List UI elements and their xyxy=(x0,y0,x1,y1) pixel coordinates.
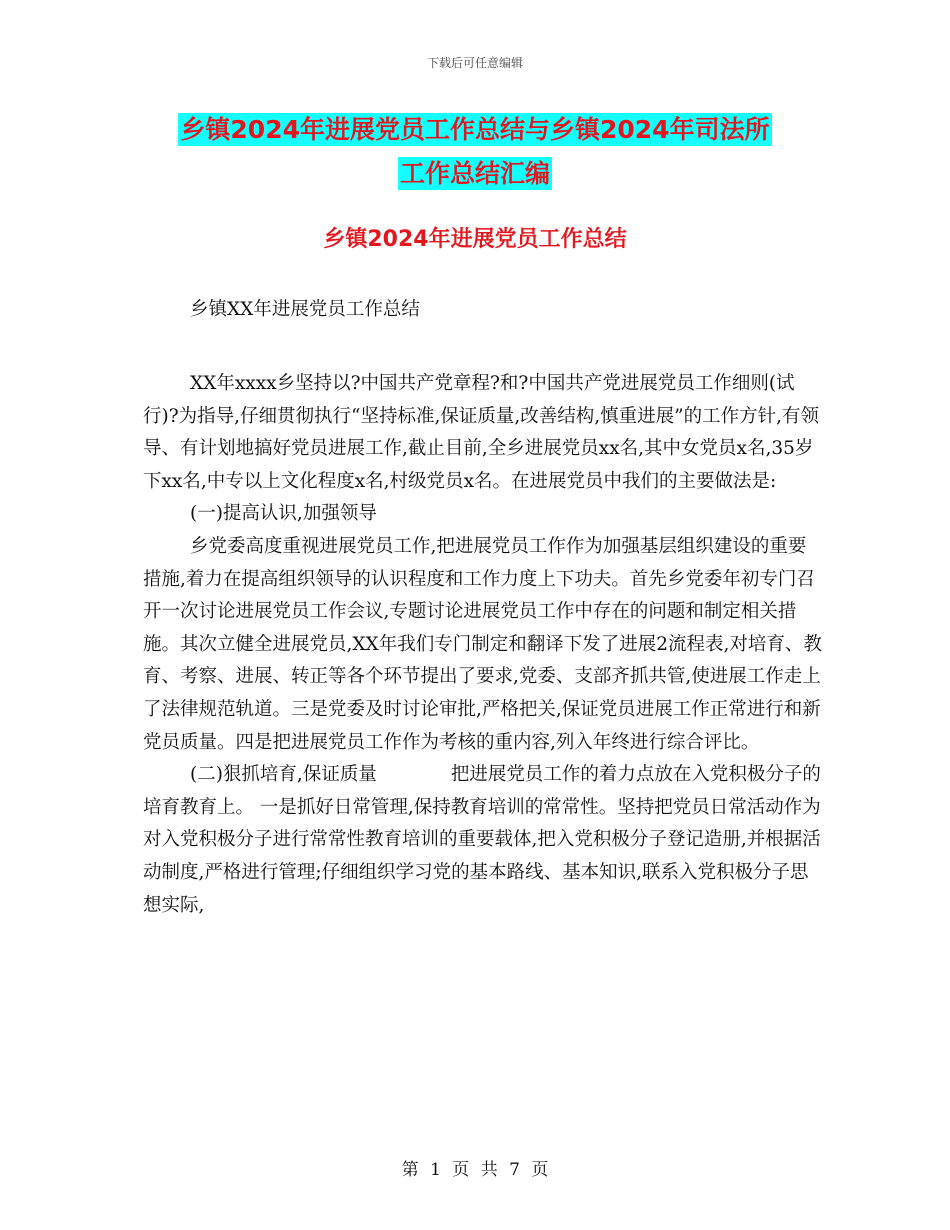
header-note: 下载后可任意编辑 xyxy=(426,56,523,70)
title-line-2: 工作总结汇编 xyxy=(399,159,550,188)
paragraph-heading-2: (二)狠抓培育,保证质量 把进展党员工作的着力点放在入党积极分子的培育教育上。 一是抓好日常管理,保持教育培训的常常性。坚持把党员日常活动作为对入党积极分子进行常常性教育培训的重要载体,把入党积极分子登记造册,并根据活动制度,严格进行管理;仔细组织学习党的基本路线、基本知识,联系入党积极分子思想实际, xyxy=(143,764,821,916)
paragraph-intro: XX年xxxx乡坚持以?中国共产党章程?和?中国共产党进展党员工作细则(试行)?为指导,仔细贯彻执行“坚持标准,保证质量,改善结构,慎重进展”的工作方针,有领导、有计划地搞好党员进展工作,截止目前,全乡进展党员xx名,其中女党员x名,35岁下xx名,中专以上文化程度x名,村级党员x名。在进展党员中我们的主要做法是: xyxy=(143,373,819,492)
document-title xyxy=(0,108,950,196)
section-title: 乡镇2024年进展党员工作总结 xyxy=(323,227,627,252)
body-content xyxy=(143,368,823,922)
paragraph-heading-1: (一)提高认识,加强领导 xyxy=(190,503,377,525)
page-number: 第 1 页 共 7 页 xyxy=(401,1160,549,1180)
title-line-1: 乡镇2024年进展党员工作总结与乡镇2024年司法所 xyxy=(180,115,770,144)
paragraph-body-1: 乡党委高度重视进展党员工作,把进展党员工作作为加强基层组织建设的重要措施,着力在提高组织领导的认识程度和工作力度上下功夫。首先乡党委年初专门召开一次讨论进展党员工作会议,专题讨论进展党员工作中存在的问题和制定相关措施。其次立健全进展党员,XX年我们专门制定和翻译下发了进展2流程表,对培育、教育、考察、进展、转正等各个环节提出了要求,党委、支部齐抓共管,使进展工作走上了法律规范轨道。三是党委及时讨论审批,严格把关,保证党员进展工作正常进行和新党员质量。四是把进展党员工作作为考核的重内容,列入年终进行综合评比。 xyxy=(143,535,822,753)
subtitle: 乡镇XX年进展党员工作总结 xyxy=(190,299,420,320)
